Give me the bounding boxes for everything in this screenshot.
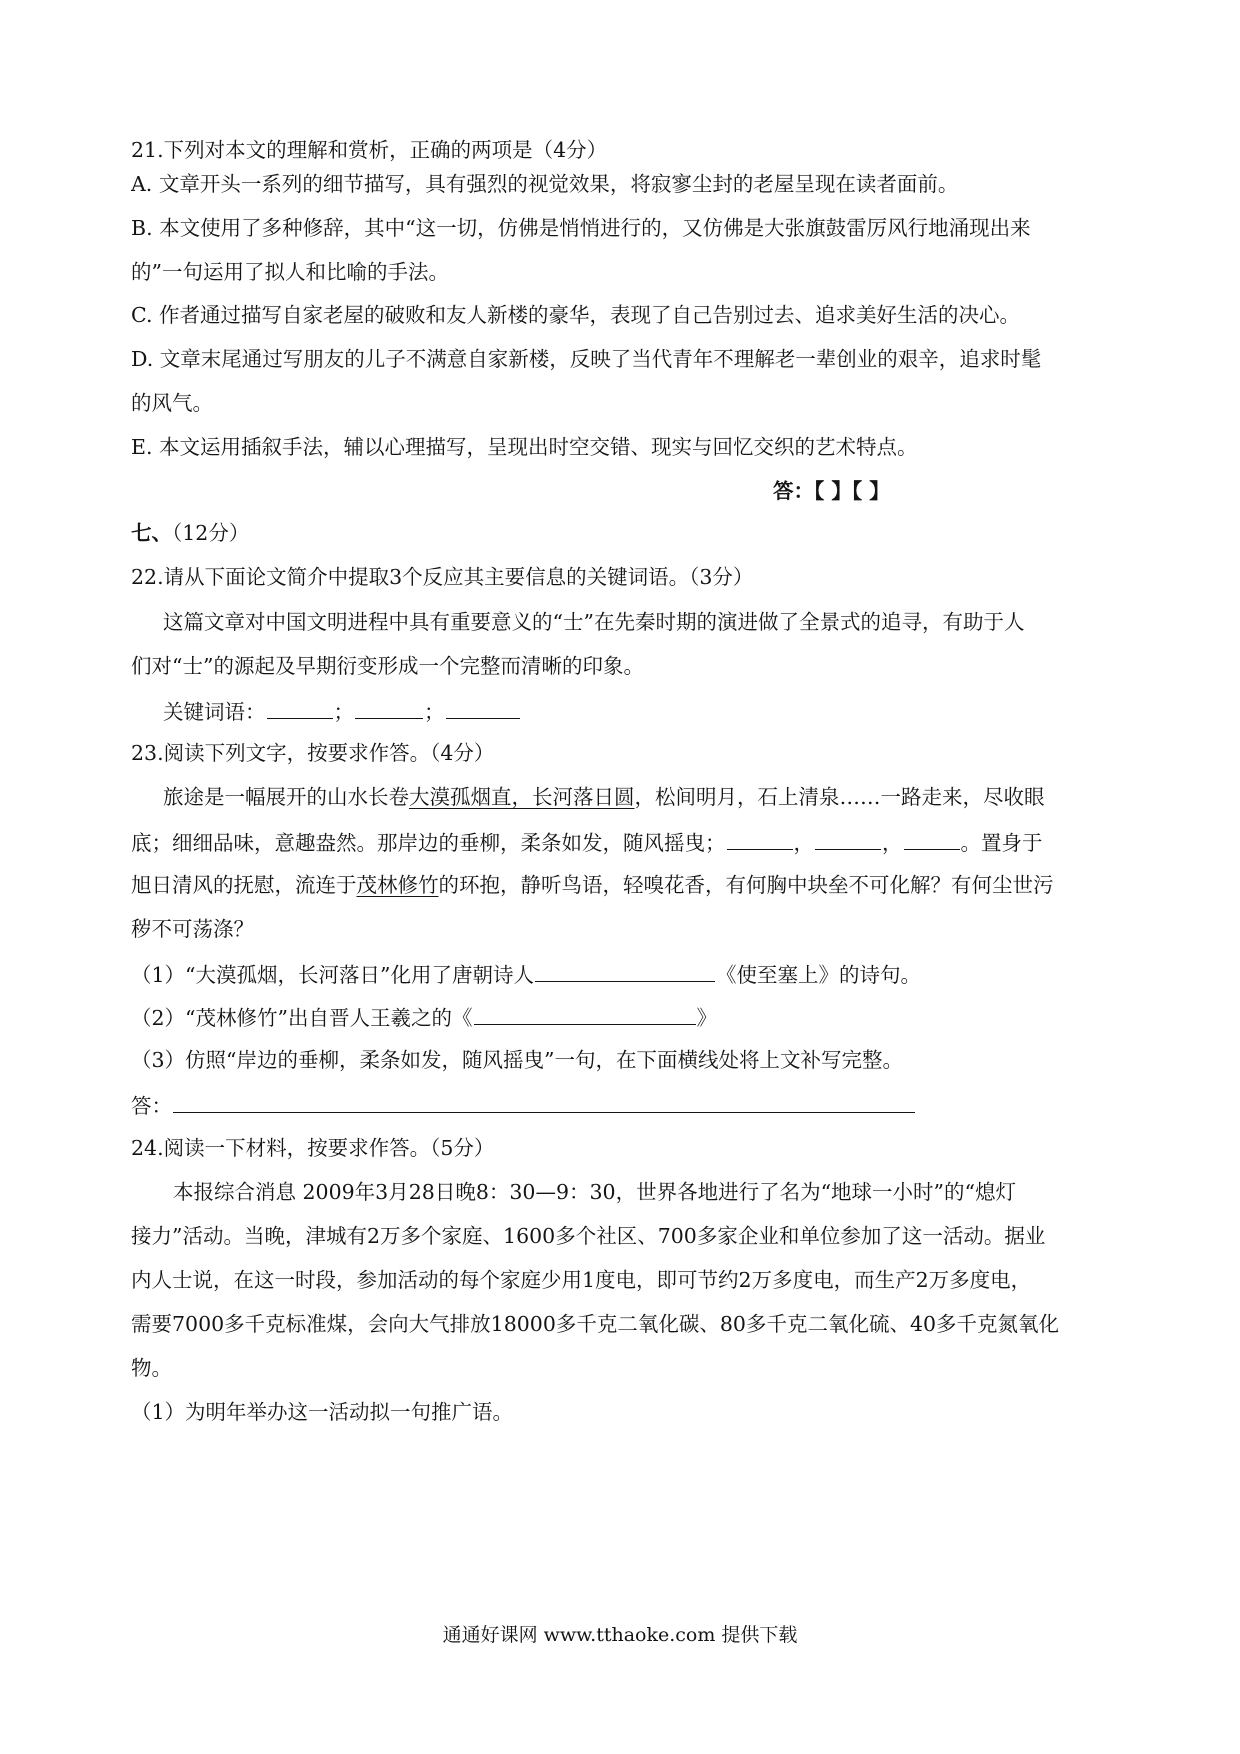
q24-passage-line2: 接力”活动。当晚，津城有2万多个家庭、1600多个社区、700多家企业和单位参加了这一活动。据业 [131,1224,1046,1248]
answer-blank[interactable] [173,1094,915,1113]
q22-keywords-row [163,700,521,723]
q23-passage-line3 [131,875,1054,896]
q23-sub3: （3）仿照“岸边的垂柳，柔条如发，随风摇曳”一句，在下面横线处将上文补写完整。 [131,1048,904,1072]
q22-stem: 22.请从下面论文简介中提取3个反应其主要信息的关键词语。（3分） [131,565,754,589]
page-footer: 通通好课网 www.tthaoke.com 提供下载 [442,1624,798,1646]
q23-sub2 [131,1006,717,1029]
q21-option-e: E. 本文运用插叙手法，辅以心理描写，呈现出时空交错、现实与回忆交织的艺术特点。 [131,435,918,459]
q24-passage-line5: 物。 [131,1356,172,1380]
q24-passage-line1: 本报综合消息 2009年3月28日晚8：30—9：30，世界各地进行了名为“地球一小时”的“熄灯 [173,1180,1017,1204]
comma: ， [793,831,814,855]
q24-passage-line4: 需要7000多千克标准煤，会向大气排放18000多千克二氧化碳、80多千克二氧化硫、40多千克氮氧化 [131,1312,1060,1336]
sub2-text: （2）“茂林修竹”出自晋人王羲之的《 [131,1006,473,1030]
work-title-blank[interactable] [474,1006,696,1025]
fill-blank-2[interactable] [815,831,881,850]
passage-text: 旅途是一幅展开的山水长卷 [163,785,409,809]
q21-answer-brackets: 答：【 】【 】 [773,479,890,503]
section-number: 七、 [131,521,172,545]
answer-label: 答： [131,1094,172,1118]
section-points: （12分） [172,521,250,545]
sub1-text: 《使至塞上》的诗句。 [716,963,922,987]
q24-sub1: （1）为明年举办这一活动拟一句推广语。 [131,1400,514,1424]
keyword-blank-1[interactable] [267,700,333,719]
q23-sub1 [131,963,921,986]
q23-answer-row [131,1094,916,1117]
q21-option-b-line2: 的”一句运用了拟人和比喻的手法。 [131,260,449,284]
q21-option-c: C. 作者通过描写自家老屋的破败和友人新楼的豪华，表现了自己告别过去、追求美好生活的决心。 [131,303,1020,327]
q23-stem: 23.阅读下列文字，按要求作答。（4分） [131,741,495,765]
passage-text: 。置身于 [960,831,1043,855]
q24-passage-line3: 内人士说，在这一时段，参加活动的每个家庭少用1度电，即可节约2万多度电，而生产2万多度电， [131,1268,1032,1292]
q23-passage-line4: 秽不可荡涤？ [131,917,254,941]
comma: ， [882,831,903,855]
passage-text: 旭日清风的抚慰，流连于 [131,873,357,897]
q21-option-d-line1: D. 文章末尾通过写朋友的儿子不满意自家新楼，反映了当代青年不理解老一辈创业的艰辛，追求时髦 [131,347,1042,371]
keywords-label: 关键词语： [163,700,266,724]
separator: ； [333,700,354,724]
passage-text: 底；细细品味，意趣盎然。那岸边的垂柳，柔条如发，随风摇曳； [131,831,726,855]
underlined-phrase: 大漠孤烟直，长河落日圆 [409,785,635,809]
q21-option-d-line2: 的风气。 [131,391,213,415]
fill-blank-1[interactable] [727,831,793,850]
q24-stem: 24.阅读一下材料，按要求作答。（5分） [131,1136,495,1160]
fill-blank-3[interactable] [904,831,960,850]
q23-passage-line1 [163,787,1045,808]
poet-blank[interactable] [535,963,715,982]
underlined-phrase: 茂林修竹 [356,873,439,897]
section-heading [131,523,249,544]
q21-option-a: A. 文章开头一系列的细节描写，具有强烈的视觉效果，将寂寥尘封的老屋呈现在读者面前。 [131,172,959,196]
separator: ； [424,700,445,724]
passage-text: ，松间明月，石上清泉……一路走来，尽收眼 [634,785,1045,809]
q23-passage-line2 [131,831,1043,854]
q22-passage-line1: 这篇文章对中国文明进程中具有重要意义的“士”在先秦时期的演进做了全景式的追寻，有助于人 [163,610,1025,634]
q21-option-b-line1: B. 本文使用了多种修辞，其中“这一切，仿佛是悄悄进行的，又仿佛是大张旗鼓雷厉风行地涌现出来 [131,216,1031,240]
keyword-blank-2[interactable] [355,700,423,719]
q22-passage-line2: 们对“士”的源起及早期衍变形成一个完整而清晰的印象。 [131,654,644,678]
sub1-text: （1）“大漠孤烟，长河落日”化用了唐朝诗人 [131,963,535,987]
sub2-text: 》 [696,1006,718,1030]
passage-text: 的环抱，静听鸟语，轻嗅花香，有何胸中块垒不可化解？有何尘世污 [438,873,1054,897]
q21-stem: 21.下列对本文的理解和赏析，正确的两项是（4分） [131,138,608,162]
keyword-blank-3[interactable] [446,700,520,719]
